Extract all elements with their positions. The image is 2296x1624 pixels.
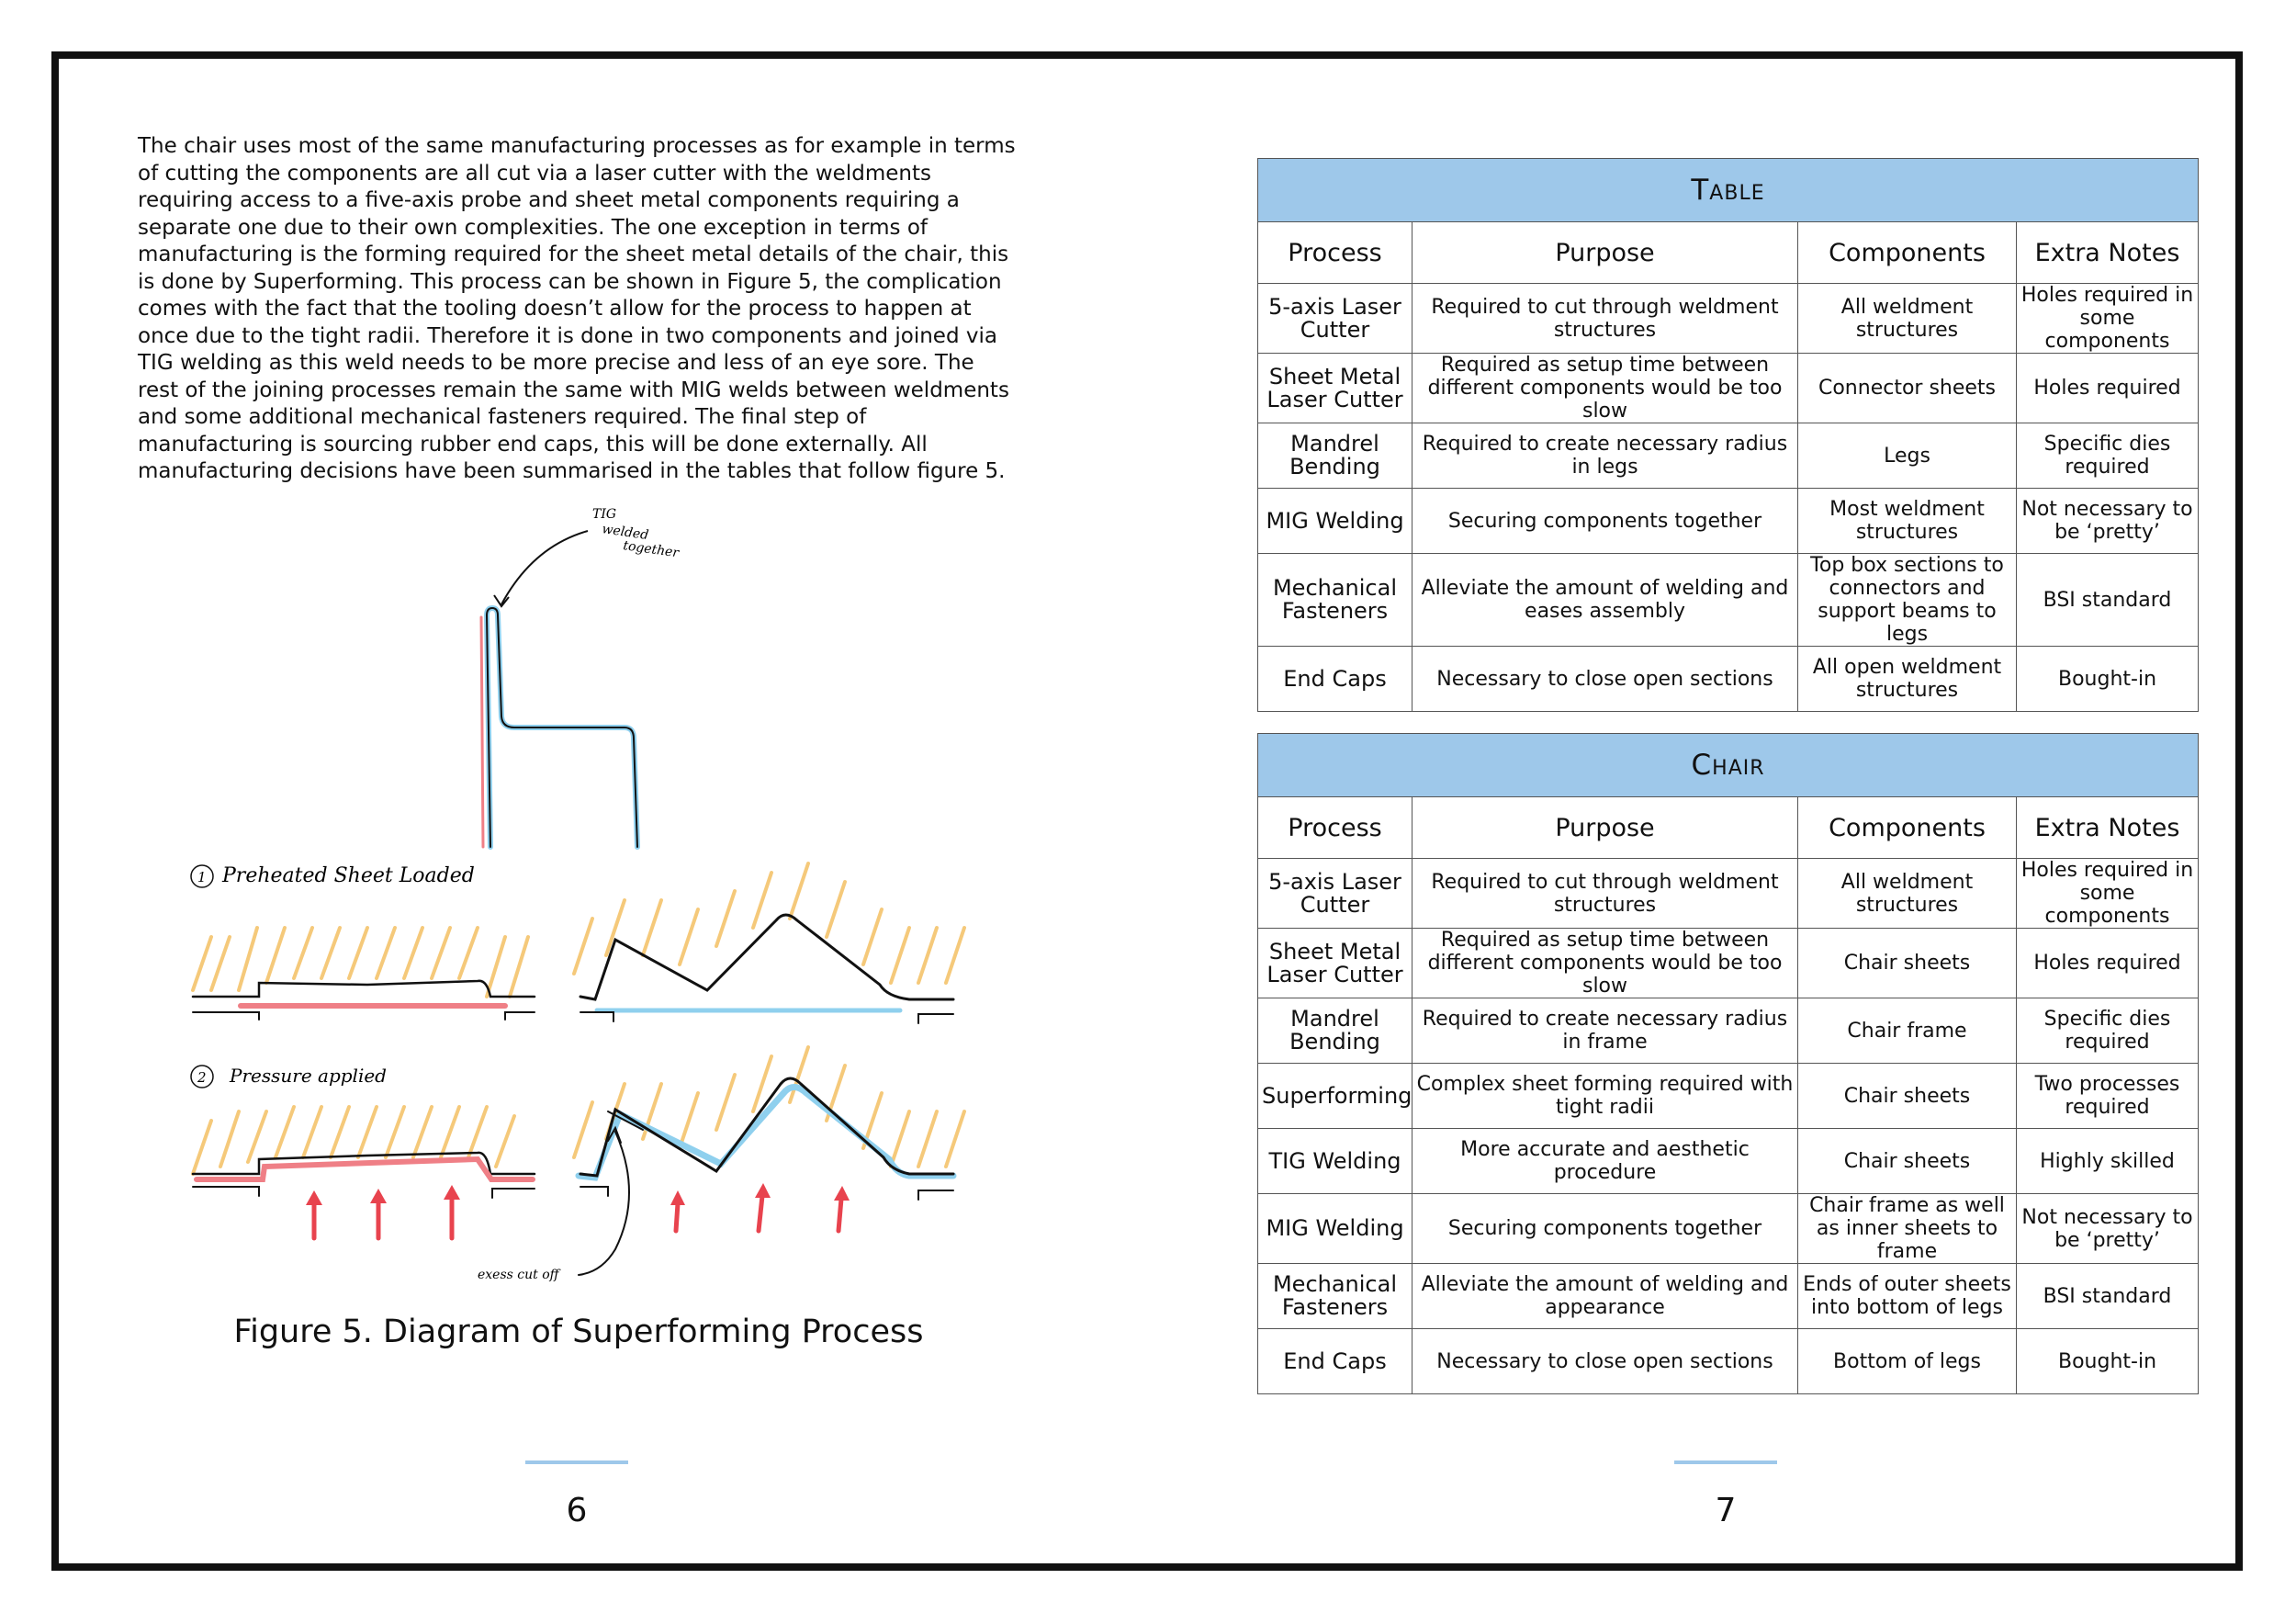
cell-process: Mechanical Fasteners bbox=[1258, 1264, 1412, 1329]
cell-components: Connector sheets bbox=[1798, 354, 2017, 423]
chair-profile-sketch bbox=[481, 608, 637, 847]
cell-process: 5-axis Laser Cutter bbox=[1258, 859, 1412, 929]
cell-notes: Holes required in some components bbox=[2017, 859, 2199, 929]
col-header-components: Components bbox=[1798, 797, 2017, 859]
table-title: Table bbox=[1258, 159, 2199, 222]
step2-flat-tool bbox=[193, 1107, 535, 1238]
step1-shaped-tool bbox=[574, 863, 964, 1023]
cell-process: End Caps bbox=[1258, 647, 1412, 712]
page-divider-left bbox=[525, 1460, 628, 1464]
cell-notes: Holes required in some components bbox=[2017, 284, 2199, 354]
cell-notes: Highly skilled bbox=[2017, 1129, 2199, 1194]
cell-notes: Bought-in bbox=[2017, 647, 2199, 712]
cell-notes: BSI standard bbox=[2017, 554, 2199, 647]
table-row bbox=[1258, 929, 2199, 998]
tig-note-line1: TIG bbox=[592, 507, 617, 522]
col-header-process: Process bbox=[1258, 222, 1412, 284]
cell-purpose: Required to cut through weldment structures bbox=[1412, 859, 1798, 929]
tig-note-line3: together bbox=[622, 538, 680, 561]
figure-caption: Figure 5. Diagram of Superforming Process bbox=[233, 1314, 924, 1350]
table-row bbox=[1258, 1064, 2199, 1129]
page-number-right: 7 bbox=[1715, 1492, 1737, 1529]
table-row bbox=[1258, 1329, 2199, 1394]
cell-process: End Caps bbox=[1258, 1329, 1412, 1394]
step1-flat-tool bbox=[193, 928, 535, 1020]
cell-purpose: Required to create necessary radius in legs bbox=[1412, 423, 1798, 489]
col-header-extra-notes: Extra Notes bbox=[2017, 797, 2199, 859]
step1-number: 1 bbox=[197, 869, 207, 885]
tig-pointer-arrow bbox=[501, 531, 588, 604]
cell-notes: Not necessary to be ‘pretty’ bbox=[2017, 489, 2199, 554]
step2-number: 2 bbox=[197, 1069, 207, 1086]
chair-title: Chair bbox=[1258, 734, 2199, 797]
cell-purpose: Required to create necessary radius in frame bbox=[1412, 998, 1798, 1064]
cell-components: Legs bbox=[1798, 423, 2017, 489]
cell-process: MIG Welding bbox=[1258, 489, 1412, 554]
table-row bbox=[1258, 354, 2199, 423]
page-number-left: 6 bbox=[566, 1492, 588, 1529]
step2-label: Pressure applied bbox=[230, 1065, 387, 1087]
superforming-diagram bbox=[184, 496, 992, 1304]
cell-process: TIG Welding bbox=[1258, 1129, 1412, 1194]
table-row bbox=[1258, 998, 2199, 1064]
cell-notes: Two processes required bbox=[2017, 1064, 2199, 1129]
cell-components: Bottom of legs bbox=[1798, 1329, 2017, 1394]
cell-purpose: Alleviate the amount of welding and eases assembly bbox=[1412, 554, 1798, 647]
table-row bbox=[1258, 1194, 2199, 1264]
chair-manufacturing-table bbox=[1257, 733, 2198, 1394]
page-divider-right bbox=[1674, 1460, 1777, 1464]
step1-label: Preheated Sheet Loaded bbox=[222, 864, 475, 887]
col-header-purpose: Purpose bbox=[1412, 797, 1798, 859]
cell-components: Chair sheets bbox=[1798, 1064, 2017, 1129]
col-header-extra-notes: Extra Notes bbox=[2017, 222, 2199, 284]
col-header-process: Process bbox=[1258, 797, 1412, 859]
cell-components: All weldment structures bbox=[1798, 284, 2017, 354]
table-manufacturing-table bbox=[1257, 158, 2198, 712]
step2-shaped-tool bbox=[574, 1047, 964, 1275]
table-row bbox=[1258, 284, 2199, 354]
cell-purpose: Necessary to close open sections bbox=[1412, 647, 1798, 712]
cell-purpose: Securing components together bbox=[1412, 489, 1798, 554]
cell-purpose: Alleviate the amount of welding and appearance bbox=[1412, 1264, 1798, 1329]
cell-process: Mechanical Fasteners bbox=[1258, 554, 1412, 647]
tig-note-line2: welded bbox=[601, 522, 650, 544]
table-row bbox=[1258, 423, 2199, 489]
cell-components: Most weldment structures bbox=[1798, 489, 2017, 554]
cell-process: 5-axis Laser Cutter bbox=[1258, 284, 1412, 354]
cell-components: Chair frame bbox=[1798, 998, 2017, 1064]
cell-notes: Holes required bbox=[2017, 354, 2199, 423]
col-header-components: Components bbox=[1798, 222, 2017, 284]
cell-purpose: More accurate and aesthetic procedure bbox=[1412, 1129, 1798, 1194]
cell-notes: Bought-in bbox=[2017, 1329, 2199, 1394]
cell-components: All open weldment structures bbox=[1798, 647, 2017, 712]
excess-note: exess cut off bbox=[478, 1268, 559, 1282]
cell-notes: Holes required bbox=[2017, 929, 2199, 998]
cell-purpose: Required as setup time between different components would be too slow bbox=[1412, 354, 1798, 423]
cell-notes: Specific dies required bbox=[2017, 998, 2199, 1064]
cell-purpose: Necessary to close open sections bbox=[1412, 1329, 1798, 1394]
body-paragraph: The chair uses most of the same manufacturing processes as for example in terms of cutting the components are all cut via a laser cutter with the weldments requiring access to a five-axis probe and sheet metal components requiring a separate one due to their own complexities. The one exception in terms of manufacturing is the forming required for the sheet metal details of the chair, this is done by Superforming. This process can be shown in Figure 5, the complication comes with the fact that the tooling doesn’t allow for the process to happen at once due to the tight radii. Therefore it is done in two components and joined via TIG welding as this weld needs to be more precise and less of an eye sore. The rest of the joining processes remain the same with MIG welds between weldments and some additional mechanical fasteners required. The final step of manufacturing is sourcing rubber end caps, this will be done externally. All manufacturing decisions have been summarised in the tables that follow figure 5. bbox=[138, 134, 1016, 483]
cell-components: Top box sections to connectors and support beams to legs bbox=[1798, 554, 2017, 647]
cell-components: Chair frame as well as inner sheets to frame bbox=[1798, 1194, 2017, 1264]
cell-process: Sheet Metal Laser Cutter bbox=[1258, 929, 1412, 998]
table-row bbox=[1258, 1129, 2199, 1194]
cell-process: Mandrel Bending bbox=[1258, 423, 1412, 489]
table-row bbox=[1258, 1264, 2199, 1329]
table-row bbox=[1258, 554, 2199, 647]
cell-components: All weldment structures bbox=[1798, 859, 2017, 929]
cell-notes: Not necessary to be ‘pretty’ bbox=[2017, 1194, 2199, 1264]
cell-notes: BSI standard bbox=[2017, 1264, 2199, 1329]
cell-process: Mandrel Bending bbox=[1258, 998, 1412, 1064]
col-header-purpose: Purpose bbox=[1412, 222, 1798, 284]
cell-notes: Specific dies required bbox=[2017, 423, 2199, 489]
cell-process: Sheet Metal Laser Cutter bbox=[1258, 354, 1412, 423]
table-row bbox=[1258, 489, 2199, 554]
cell-purpose: Required as setup time between different components would be too slow bbox=[1412, 929, 1798, 998]
cell-components: Ends of outer sheets into bottom of legs bbox=[1798, 1264, 2017, 1329]
cell-process: Superforming bbox=[1258, 1064, 1412, 1129]
cell-purpose: Securing components together bbox=[1412, 1194, 1798, 1264]
cell-purpose: Required to cut through weldment structures bbox=[1412, 284, 1798, 354]
table-row bbox=[1258, 647, 2199, 712]
cell-purpose: Complex sheet forming required with tight radii bbox=[1412, 1064, 1798, 1129]
cell-process: MIG Welding bbox=[1258, 1194, 1412, 1264]
cell-components: Chair sheets bbox=[1798, 1129, 2017, 1194]
table-row bbox=[1258, 859, 2199, 929]
cell-components: Chair sheets bbox=[1798, 929, 2017, 998]
